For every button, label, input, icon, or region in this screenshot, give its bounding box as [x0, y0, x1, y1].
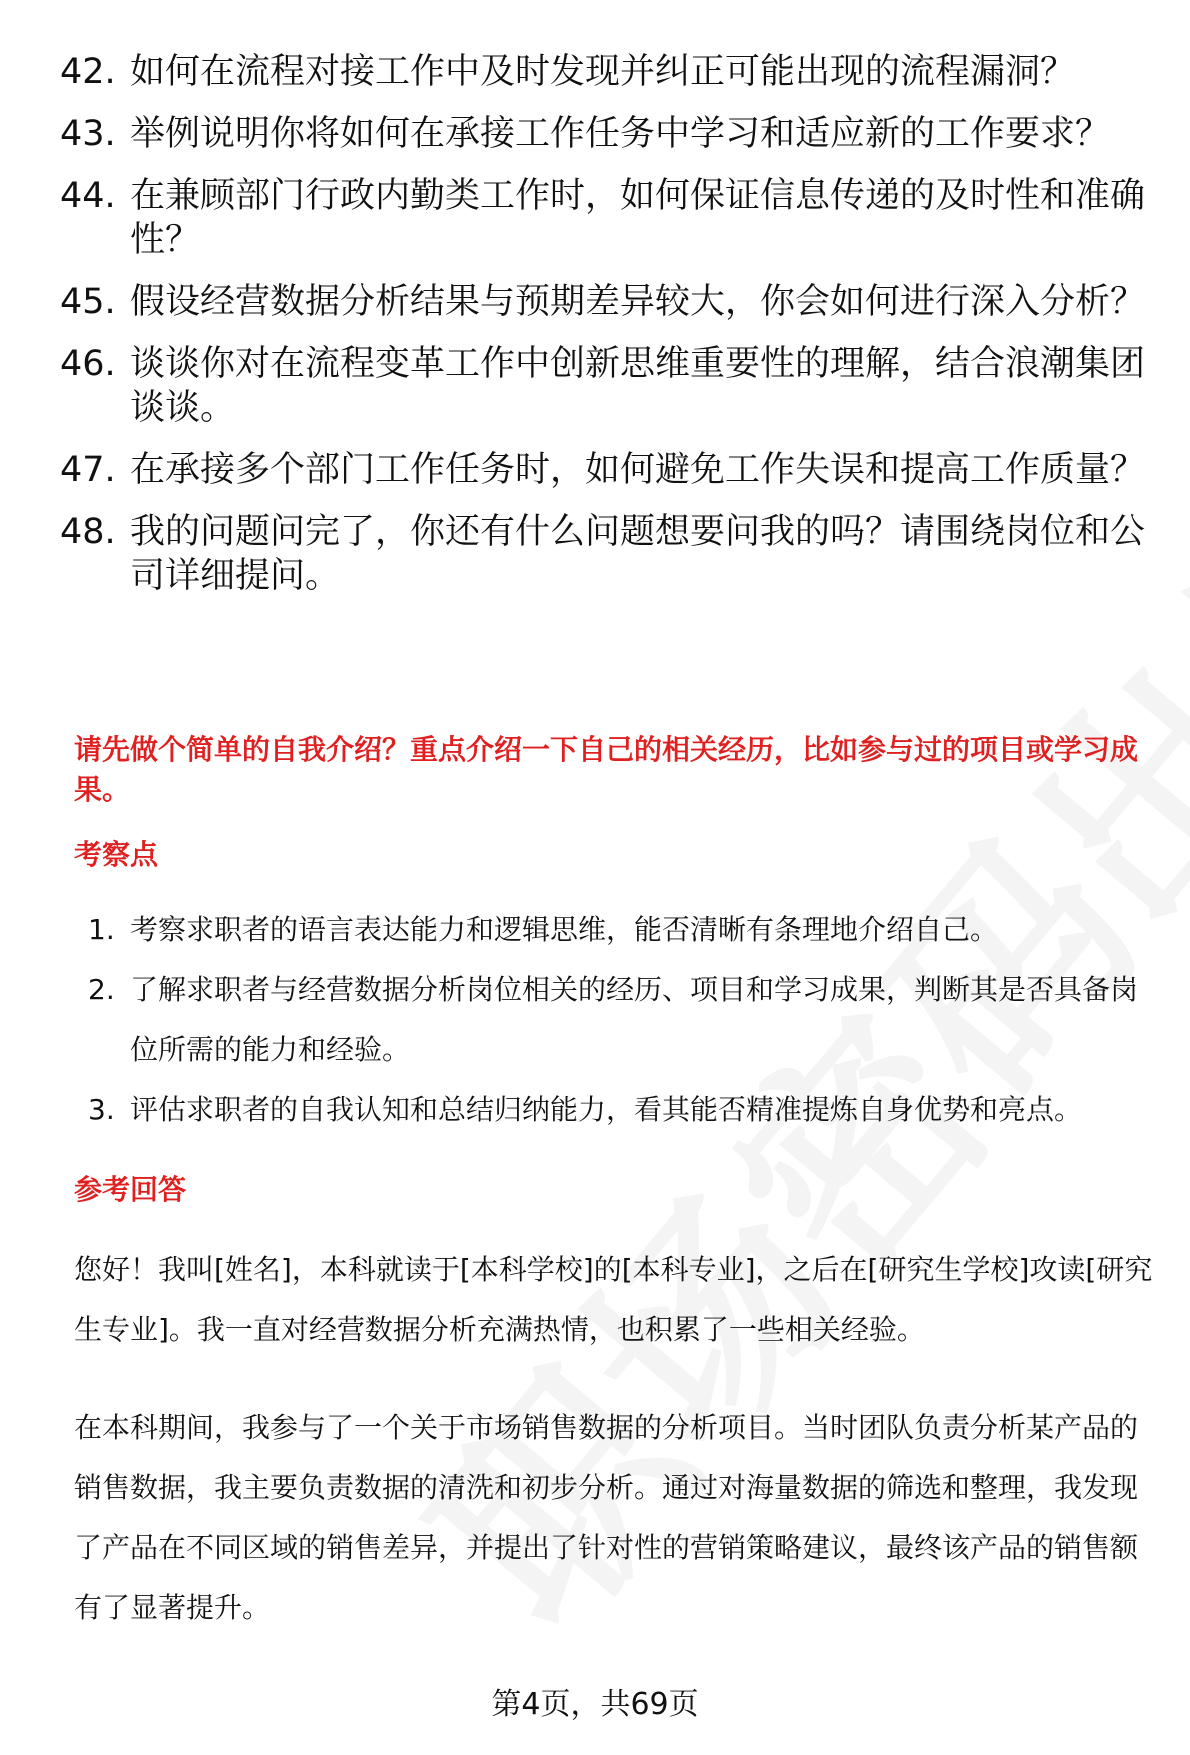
assessment-points: [74, 900, 1164, 1140]
question-item: [60, 280, 1150, 324]
question-text: 谈谈你对在流程变革工作中创新思维重要性的理解，结合浪潮集团谈谈。: [130, 344, 1146, 428]
assessment-point: [74, 900, 1164, 960]
point-text: 了解求职者与经营数据分析岗位相关的经历、项目和学习成果，判断其是否具备岗位所需的能力和经验。: [130, 973, 1139, 1066]
question-item: [60, 50, 1150, 94]
question-text: 如何在流程对接工作中及时发现并纠正可能出现的流程漏洞？: [130, 52, 1076, 92]
assessment-point: [74, 960, 1164, 1080]
question-item: [60, 174, 1150, 262]
question-item: [60, 112, 1150, 156]
question-item: [60, 510, 1150, 598]
question-number: 45.: [60, 282, 116, 322]
question-item: [60, 342, 1150, 430]
question-number: 42.: [60, 52, 116, 92]
question-number: 47.: [60, 450, 116, 490]
point-number: 1.: [88, 913, 115, 946]
answer-paragraph: 您好！我叫[姓名]，本科就读于[本科学校]的[本科专业]，之后在[研究生学校]攻读[研究生专业]。我一直对经营数据分析充满热情，也积累了一些相关经验。: [74, 1253, 1153, 1346]
question-item: [60, 448, 1150, 492]
point-text: 评估求职者的自我认知和总结归纳能力，看其能否精准提炼自身优势和亮点。: [130, 1093, 1083, 1126]
question-text: 假设经营数据分析结果与预期差异较大，你会如何进行深入分析？: [130, 282, 1146, 322]
point-number: 3.: [88, 1093, 115, 1126]
answer-paragraph: 在本科期间，我参与了一个关于市场销售数据的分析项目。当时团队负责分析某产品的销售数据，我主要负责数据的清洗和初步分析。通过对海量数据的筛选和整理，我发现了产品在不同区域的销售差异，并提出了针对性的营销策略建议，最终该产品的销售额有了显著提升。: [74, 1411, 1139, 1624]
section-question-heading: 请先做个简单的自我介绍？重点介绍一下自己的相关经历，比如参与过的项目或学习成果。: [74, 733, 1139, 806]
assessment-label: 考察点: [74, 838, 159, 871]
question-number: 48.: [60, 512, 116, 552]
question-text: 举例说明你将如何在承接工作任务中学习和适应新的工作要求？: [130, 114, 1111, 154]
page-footer: 第4页，共69页: [491, 1687, 699, 1722]
question-text: 在兼顾部门行政内勤类工作时，如何保证信息传递的及时性和准确性？: [130, 176, 1146, 260]
question-number: 46.: [60, 344, 116, 384]
answer-label: 参考回答: [74, 1173, 187, 1206]
question-number: 43.: [60, 114, 116, 154]
assessment-point: [74, 1080, 1164, 1140]
point-number: 2.: [88, 973, 115, 1006]
point-text: 考察求职者的语言表达能力和逻辑思维，能否清晰有条理地介绍自己。: [130, 913, 999, 946]
question-number: 44.: [60, 176, 116, 216]
question-list: [60, 50, 1150, 616]
question-text: 我的问题问完了，你还有什么问题想要问我的吗？请围绕岗位和公司详细提问。: [130, 512, 1146, 596]
question-text: 在承接多个部门工作任务时，如何避免工作失误和提高工作质量？: [130, 450, 1146, 490]
